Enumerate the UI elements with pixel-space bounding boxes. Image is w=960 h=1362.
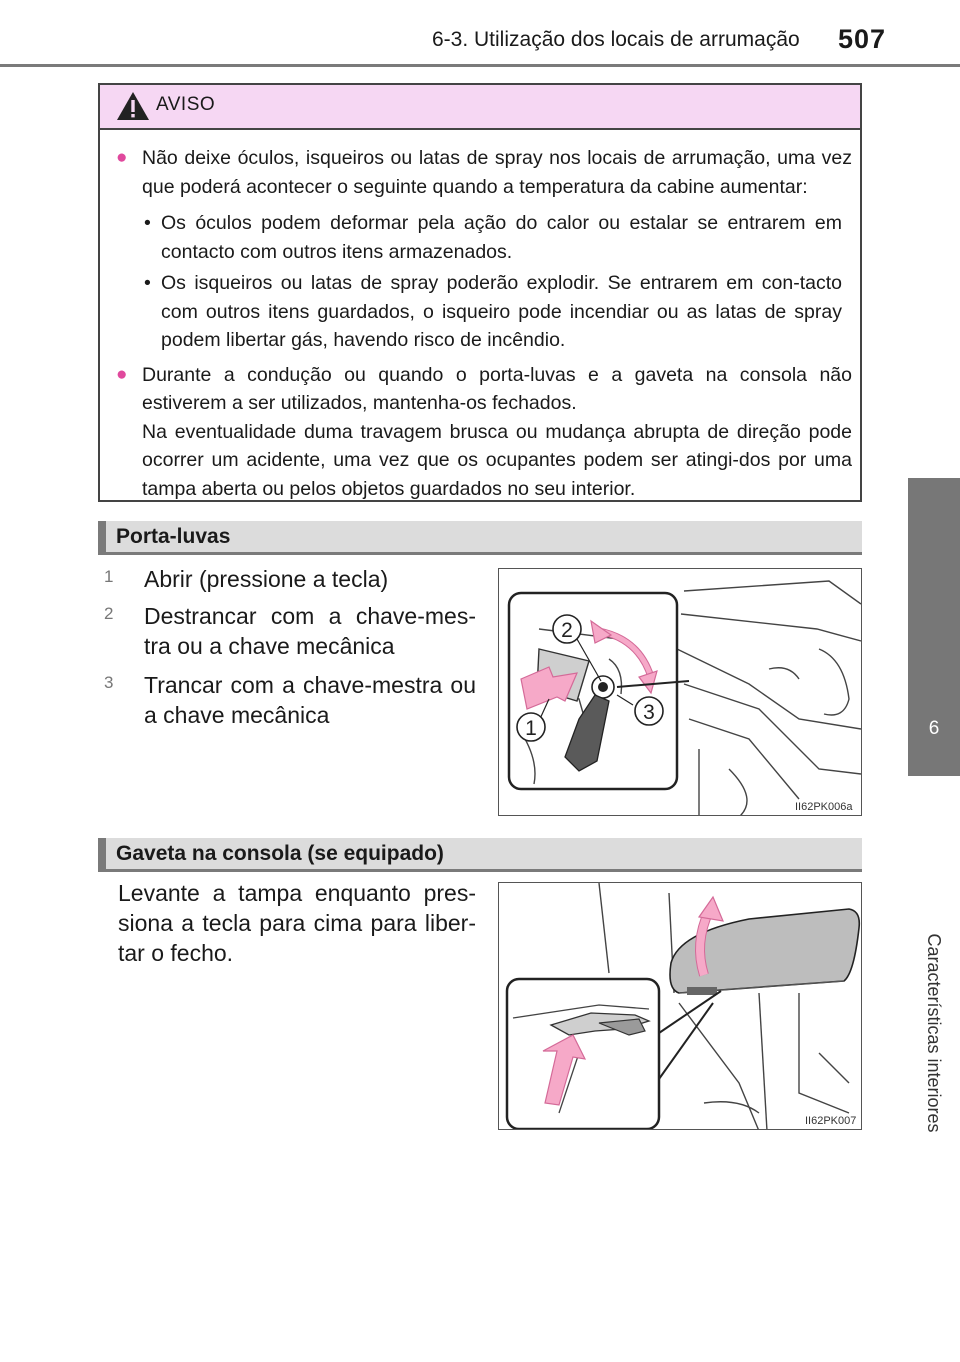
step-number: 1 [104,567,114,586]
warning-box [98,83,862,502]
step-text: Abrir (pressione a tecla) [144,566,389,592]
warning-triangle-icon [116,91,150,121]
console-box-illustration [498,882,862,1130]
header-divider [0,64,960,67]
callout-3: 3 [643,701,655,724]
warning-item-text-continued: Na eventualidade duma travagem brusca ou mudança abrupta de direção pode ocorrer um acidente, uma vez que os ocupantes podem ser atingi-dos por uma tampa aberta ou pelos objetos guardados no seu interior. [142,420,852,500]
figure-code: II62PK006a [795,801,853,813]
bullet-circle-icon: ● [116,363,128,385]
warning-subitem-text: Os isqueiros ou latas de spray poderão explodir. Se entrarem em con-tacto com outros itens guardados, o isqueiro pode incendiar ou as latas de spray podem libertar gás, havendo risco de incêndio. [161,272,842,351]
callout-2: 2 [561,619,573,642]
chapter-tab [908,478,960,776]
step-text: a chave mecânica [144,702,330,728]
warning-item [116,361,852,504]
step-number: 2 [104,604,114,623]
bullet-circle-icon: ● [116,147,128,168]
section-title: Porta-luvas [116,525,231,548]
warning-subitem [116,269,852,355]
bullet-dot-icon: • [144,212,151,234]
section-heading-glovebox [98,521,862,555]
body-text: siona a tecla para cima para liber- [118,910,476,936]
warning-title: AVISO [156,94,216,115]
warning-item-text: Durante a condução ou quando o porta-luvas e a gaveta na consola não estiverem a ser utilizados, mantenha-os fechados. [142,363,852,414]
step-text: Destrancar com a chave-mes- [144,603,476,629]
figure-code: II62PK007 [805,1115,857,1127]
section-header-title: 6-3. Utilização dos locais de arrumação [432,28,800,51]
warning-item [116,144,852,201]
warning-subitem [116,209,852,266]
section-heading-console-box [98,838,862,872]
callout-1: 1 [525,717,537,740]
page-number: 507 [838,24,887,54]
warning-header [100,85,860,130]
warning-subitem-text: Os óculos podem deformar pela ação do calor ou estalar se entrarem em contacto com outros itens armazenados. [161,212,842,263]
warning-body [100,130,860,503]
warning-item-text: Não deixe óculos, isqueiros ou latas de spray nos locais de arrumação, uma vez que poderá acontecer o seguinte quando a temperatura da cabine aumentar: [142,147,852,198]
chapter-number: 6 [928,718,940,739]
step-text: tra ou a chave mecânica [144,633,395,659]
section-title: Gaveta na consola (se equipado) [116,842,444,865]
step-text: Trancar com a chave-mestra ou [144,672,476,698]
chapter-label: Características interiores [924,933,944,1133]
body-text: Levante a tampa enquanto pres- [118,880,476,906]
bullet-dot-icon: • [144,272,151,294]
step-number: 3 [104,673,114,692]
body-text: tar o fecho. [118,940,234,966]
glovebox-illustration [498,568,862,816]
